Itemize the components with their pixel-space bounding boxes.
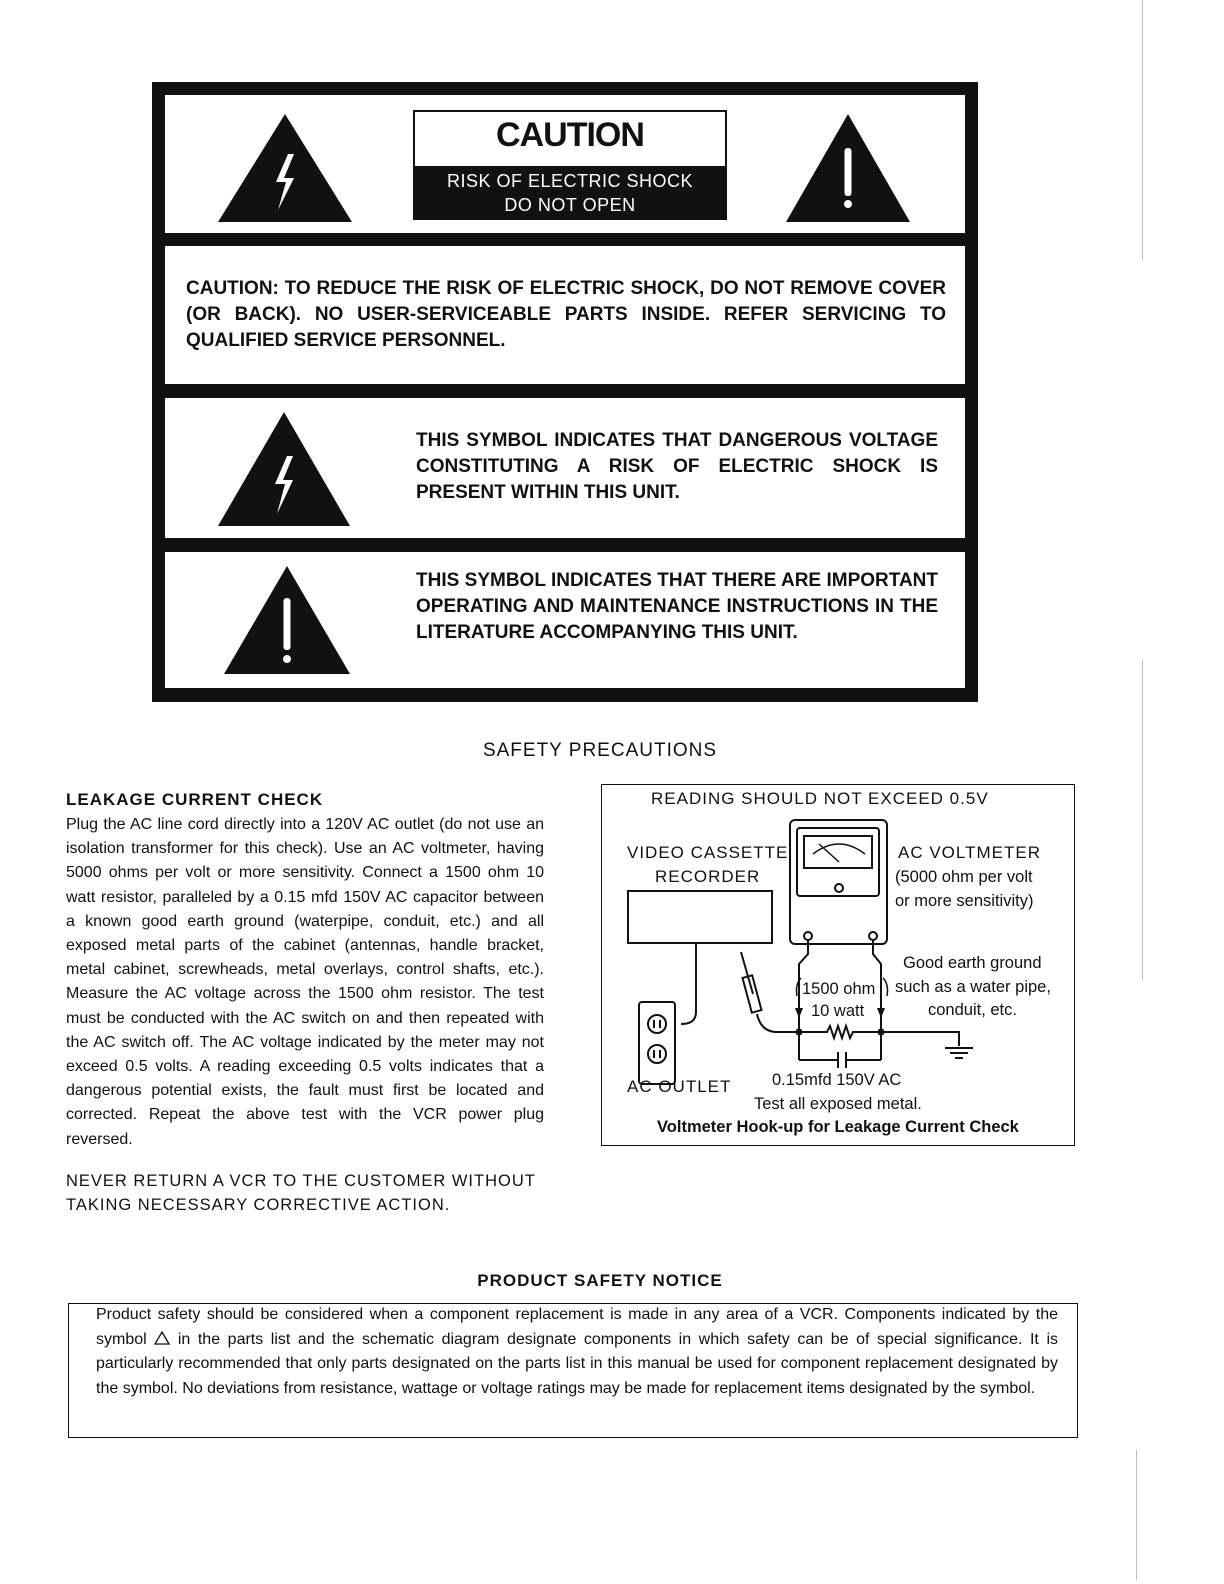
caution-instructions: CAUTION: TO REDUCE THE RISK OF ELECTRIC SHOCK, DO NOT REMOVE COVER (OR BACK). NO USER-SERVICEABLE PARTS INSIDE. REFER SERVICING TO QUALIFIED SERVICE PERSONNEL. [186,278,946,351]
resistor-value-label: 1500 ohm [802,980,876,998]
caution-sub-line-1: RISK OF ELECTRIC SHOCK [446,171,694,191]
scan-edge-line [1142,660,1143,980]
caution-sub-line-2: DO NOT OPEN [504,195,636,215]
lightning-warning-icon [216,410,352,528]
voltmeter-label-line-1: AC VOLTMETER [898,843,1041,862]
shock-symbol-explanation: THIS SYMBOL INDICATES THAT DANGEROUS VOLTAGE CONSTITUTING A RISK OF ELECTRIC SHOCK IS PRESENT WITHIN THIS UNIT. [416,430,938,503]
voltmeter-label-line-3: or more sensitivity) [895,892,1034,910]
ac-outlet-label: AC OUTLET [627,1077,732,1096]
leakage-check-body: Plug the AC line cord directly into a 120V AC outlet (do not use an isolation transformer for this check). Use an AC voltmeter, having 5000 ohms per volt or more sensitivity. Connect a 1500 ohm 10 watt resistor, paralleled by a 0.15 mfd 150V AC capacitor between a known good earth ground (waterpipe, conduit, etc.) and all exposed metal parts of the cabinet (antennas, handle bracket, metal cabinet, screwheads, metal overlays, control shafts, etc.). Measure the AC voltage across the 1500 ohm resistor. The test must be conducted with the AC switch on and then repeated with the AC switch off. The AC voltage indicated by the meter may not exceed 0.5 volts. A reading exceeding 0.5 volts indicates that a dangerous potential exists, the fault must first be located and corrected. Repeat the above test with the VCR power plug reversed. [66,816,544,1148]
product-safety-notice-text [96,1303,1058,1401]
reading-limit-label: READING SHOULD NOT EXCEED 0.5V [651,789,989,808]
exclamation-warning-icon [222,564,352,676]
diagram-caption: Voltmeter Hook-up for Leakage Current Check [657,1118,1019,1136]
caution-subheading [415,166,725,218]
notice-text-part-2: in the parts list and the schematic diagram designate components in which safety can be of special significance. It is particularly recommended that only parts designated on the parts list in this manual be used for component replacement designated by the symbol. No deviations from resistance, wattage or voltage ratings may be made for replacement items designated by the symbol. [96,1330,1059,1397]
ground-label-line-2: such as a water pipe, [895,978,1051,996]
scan-edge-line [1136,1450,1137,1580]
exclamation-symbol-explanation: THIS SYMBOL INDICATES THAT THERE ARE IMPORTANT OPERATING AND MAINTENANCE INSTRUCTIONS IN THE LITERATURE ACCOMPANYING THIS UNIT. [416,570,938,643]
ground-label-line-1: Good earth ground [903,954,1042,972]
vcr-label-line-2: RECORDER [655,867,761,886]
caution-label [413,110,727,220]
exclamation-warning-icon [784,112,912,224]
scan-edge-line [1142,0,1143,260]
ground-label-line-3: conduit, etc. [928,1001,1017,1019]
leakage-check-heading: LEAKAGE CURRENT CHECK [66,790,324,809]
notice-text-part-1: Product safety should be considered when a component replacement is made in any area of a VCR. Components indicated by the symbol [96,1306,1058,1348]
vcr-label-line-1: VIDEO CASSETTE [627,843,789,862]
resistor-wattage-label: 10 watt [811,1002,865,1020]
caution-heading: CAUTION [496,116,644,154]
test-note: Test all exposed metal. [754,1095,922,1113]
leakage-check-warning: NEVER RETURN A VCR TO THE CUSTOMER WITHOUT TAKING NECESSARY CORRECTIVE ACTION. [66,1172,536,1214]
safety-precautions-title: SAFETY PRECAUTIONS [482,740,718,761]
capacitor-label: 0.15mfd 150V AC [772,1071,902,1089]
vcr-box [628,891,772,943]
product-safety-notice-title: PRODUCT SAFETY NOTICE [477,1271,723,1290]
lightning-warning-icon [216,112,354,224]
safety-triangle-icon [154,1331,170,1345]
voltmeter-label-line-2: (5000 ohm per volt [895,868,1033,886]
